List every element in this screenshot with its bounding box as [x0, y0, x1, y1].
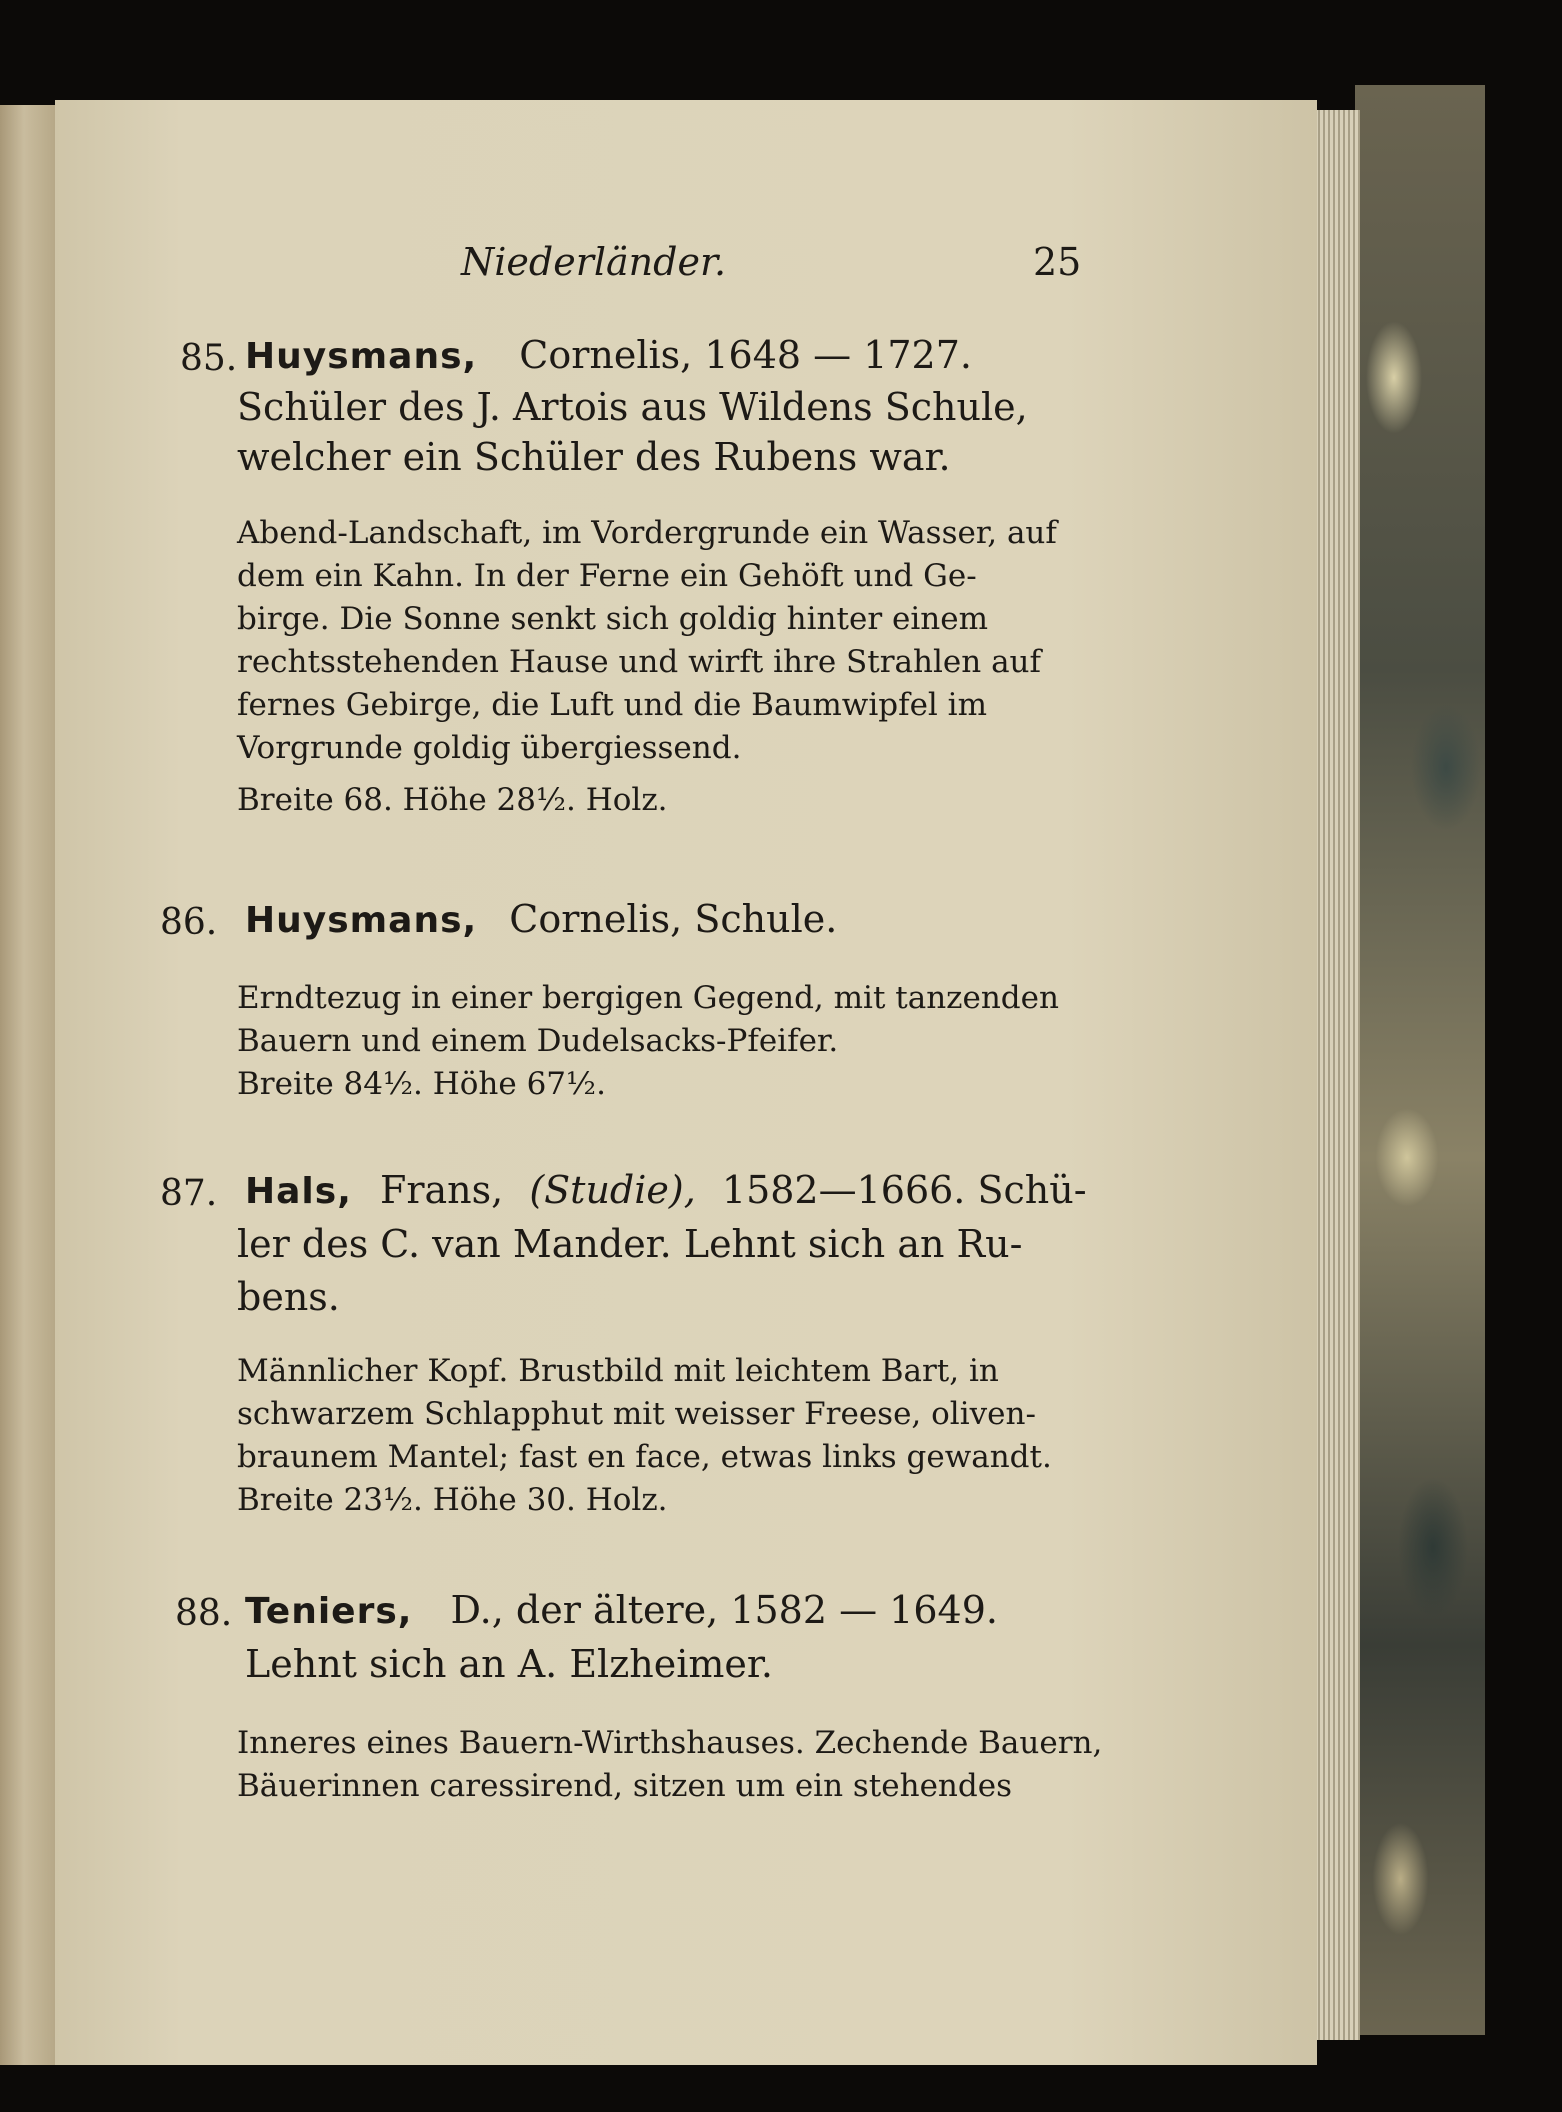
- description-line: Vorgrunde goldig übergiessend.: [237, 730, 742, 766]
- entry-title-pre: Frans,: [379, 1168, 504, 1212]
- description-line: Inneres eines Bauern-Wirthshauses. Zechende Bauern,: [237, 1725, 1103, 1761]
- entry-title-italic: (Studie),: [529, 1168, 696, 1212]
- entry-title-line: [245, 897, 837, 941]
- entry-number: 87.: [160, 1173, 218, 1214]
- entry-title-rest: D., der ältere, 1582 — 1649.: [450, 1588, 998, 1632]
- artist-name: Huysmans,: [245, 336, 478, 377]
- page-stack-edge: [1310, 110, 1360, 2040]
- entry-line: welcher ein Schüler des Rubens war.: [237, 435, 951, 479]
- entry-title-post: 1582—1666. Schü-: [721, 1168, 1087, 1212]
- entry-line: ler des C. van Mander. Lehnt sich an Ru-: [237, 1222, 1023, 1266]
- description-line: Bauern und einem Dudelsacks-Pfeifer.: [237, 1023, 839, 1059]
- dimensions-line: Breite 23½. Höhe 30. Holz.: [237, 1482, 668, 1518]
- artist-name: Huysmans,: [245, 900, 478, 941]
- description-line: Männlicher Kopf. Brustbild mit leichtem Bart, in: [237, 1353, 999, 1389]
- description-line: schwarzem Schlapphut mit weisser Freese, oliven-: [237, 1396, 1036, 1432]
- entry-title-rest: Cornelis, Schule.: [509, 897, 838, 941]
- entry-line: Schüler des J. Artois aus Wildens Schule,: [237, 385, 1028, 429]
- description-line: rechtsstehenden Hause und wirft ihre Strahlen auf: [237, 644, 1041, 680]
- entry-line: Lehnt sich an A. Elzheimer.: [245, 1642, 773, 1686]
- entry-title-line: [245, 333, 972, 377]
- entry-title-line: [245, 1168, 1087, 1212]
- dimensions-line: Breite 84½. Höhe 67½.: [237, 1066, 606, 1102]
- running-header-title: Niederländer.: [461, 240, 727, 284]
- description-line: fernes Gebirge, die Luft und die Baumwipfel im: [237, 687, 987, 723]
- marbled-cover: [1355, 85, 1485, 2035]
- left-page-edge: [0, 105, 60, 2065]
- description-line: birge. Die Sonne senkt sich goldig hinter einem: [237, 601, 988, 637]
- entry-number: 85.: [180, 338, 238, 379]
- page-number: 25: [1033, 240, 1082, 284]
- entry-line: bens.: [237, 1275, 340, 1319]
- artist-name: Teniers,: [245, 1591, 413, 1632]
- entry-title-line: [245, 1588, 998, 1632]
- description-line: Abend-Landschaft, im Vordergrunde ein Wasser, auf: [237, 515, 1057, 551]
- description-line: Bäuerinnen caressirend, sitzen um ein stehendes: [237, 1768, 1012, 1804]
- entry-title-rest: Cornelis, 1648 — 1727.: [519, 333, 972, 377]
- description-line: dem ein Kahn. In der Ferne ein Gehöft und Ge-: [237, 558, 977, 594]
- entry-number: 86.: [160, 902, 218, 943]
- dimensions-line: Breite 68. Höhe 28½. Holz.: [237, 782, 668, 818]
- description-line: braunem Mantel; fast en face, etwas links gewandt.: [237, 1439, 1052, 1475]
- description-line: Erndtezug in einer bergigen Gegend, mit tanzenden: [237, 980, 1059, 1016]
- artist-name: Hals,: [245, 1171, 352, 1212]
- entry-number: 88.: [175, 1593, 233, 1634]
